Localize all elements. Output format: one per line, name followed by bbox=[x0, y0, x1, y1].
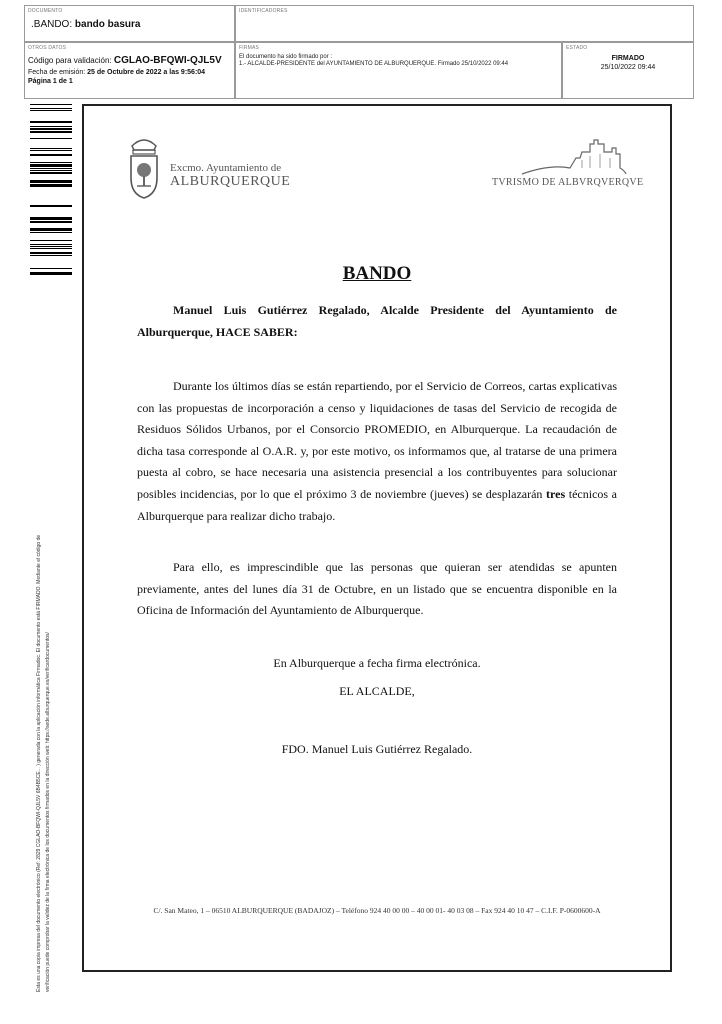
firmas-label: FIRMAS bbox=[239, 45, 260, 51]
codigo-value: CGLAO-BFQWI-QJL5V bbox=[113, 55, 222, 66]
coat-of-arms-icon bbox=[124, 132, 164, 202]
firmas-line-1: El documento ha sido firmado por : bbox=[239, 54, 333, 60]
documento-prefix: .BANDO: bbox=[31, 19, 73, 30]
page-title: BANDO bbox=[342, 263, 412, 284]
closing-signature: FDO. Manuel Luis Gutiérrez Regalado. bbox=[281, 742, 473, 756]
estado-date: 25/10/2022 09:44 bbox=[600, 64, 656, 71]
fecha-emision bbox=[28, 68, 205, 77]
fecha-value: 25 de Octubre de 2022 a las 9:56:04 bbox=[87, 69, 206, 76]
paragraph-1-end: técnicos a Alburquerque para realizar dicho trabajo. bbox=[137, 486, 617, 523]
estado-value: FIRMADO bbox=[611, 55, 645, 62]
side-text-line-2: verificación puede comprobar la validez de la firma electrónica de los documentos firmados en la dirección web: https://sede.alburquerque.es/verificardocumentos/ bbox=[45, 632, 51, 992]
closing-place: En Alburquerque a fecha firma electrónica. bbox=[273, 656, 481, 670]
fecha-label: Fecha de emisión: bbox=[28, 69, 86, 76]
codigo-label: Código para validación: bbox=[28, 56, 112, 65]
header-firmas-box bbox=[235, 42, 562, 99]
page-footer: C/. San Mateo, 1 – 06510 ALBURQUERQUE (BADAJOZ) – Teléfono 924 40 00 00 – 40 00 01- 40 03 08 – Fax 924 40 10 47 – C.I.F. P-0600600-A bbox=[153, 906, 601, 915]
documento-name: bando basura bbox=[74, 19, 141, 30]
closing-role: EL ALCALDE, bbox=[339, 684, 415, 698]
paragraph-1 bbox=[137, 376, 617, 527]
paragraph-1-text: Durante los últimos días se están repartiendo, por el Servicio de Correos, cartas explicativas con las propuestas de incorporación a censo y liquidaciones de tasas del Servicio de recogida de Residuos Sólidos Urbanos, por el Consorcio PROMEDIO, en Alburquerque. La recaudación de dicha tasa corresponde al O.A.R. y, por este motivo, os informamos que, al tratarse de una primera puesta al cobro, se hace necesaria una asistencia presencial a los contribuyentes para solucionar posibles incidencias, por lo que el próximo 3 de noviembre (jueves) se desplazarán bbox=[137, 379, 617, 501]
codigo-validacion bbox=[28, 56, 222, 66]
otros-datos-label: OTROS DATOS bbox=[28, 45, 67, 51]
paragraph-1-bold: tres bbox=[546, 486, 566, 501]
identificadores-label: IDENTIFICADORES bbox=[239, 8, 288, 14]
pagina-info: Página 1 de 1 bbox=[28, 78, 73, 85]
side-text-line-1: Esta es una copia impresa del documento electrónico (Ref: 2829 CGLAO-BFQWI-QJL5V 6B4B5CE... ) generada con la aplicación informática Firmadoc. El documento está FIRMADO. Mediante el código de bbox=[36, 534, 42, 992]
barcode-icon bbox=[30, 104, 72, 278]
letterhead-large: ALBURQUERQUE bbox=[170, 174, 291, 189]
firmas-line-2: 1.- ALCALDE-PRESIDENTE del AYUNTAMIENTO DE ALBURQUERQUE. Firmado 25/10/2022 09:44 bbox=[239, 61, 509, 67]
estado-label: ESTADO bbox=[566, 45, 588, 51]
documento-value bbox=[31, 19, 140, 31]
documento-label: DOCUMENTO bbox=[28, 8, 63, 14]
intro-paragraph: Manuel Luis Gutiérrez Regalado, Alcalde Presidente del Ayuntamiento de Alburquerque, HACE SABER: bbox=[137, 303, 617, 339]
letterhead-small: Excmo. Ayuntamiento de bbox=[170, 162, 282, 174]
paragraph-2: Para ello, es imprescindible que las personas que quieran ser atendidas se apunten previamente, antes del lunes día 31 de Octubre, en un listado que se encuentra disponible en la Oficina de Información del Ayuntamiento de Alburquerque. bbox=[137, 560, 617, 618]
header-identificadores-box bbox=[235, 5, 694, 42]
document-page bbox=[82, 104, 672, 972]
turismo-logo-text: TVRISMO DE ALBVRQVERQVE bbox=[492, 177, 644, 188]
castle-logo-icon bbox=[520, 138, 628, 178]
